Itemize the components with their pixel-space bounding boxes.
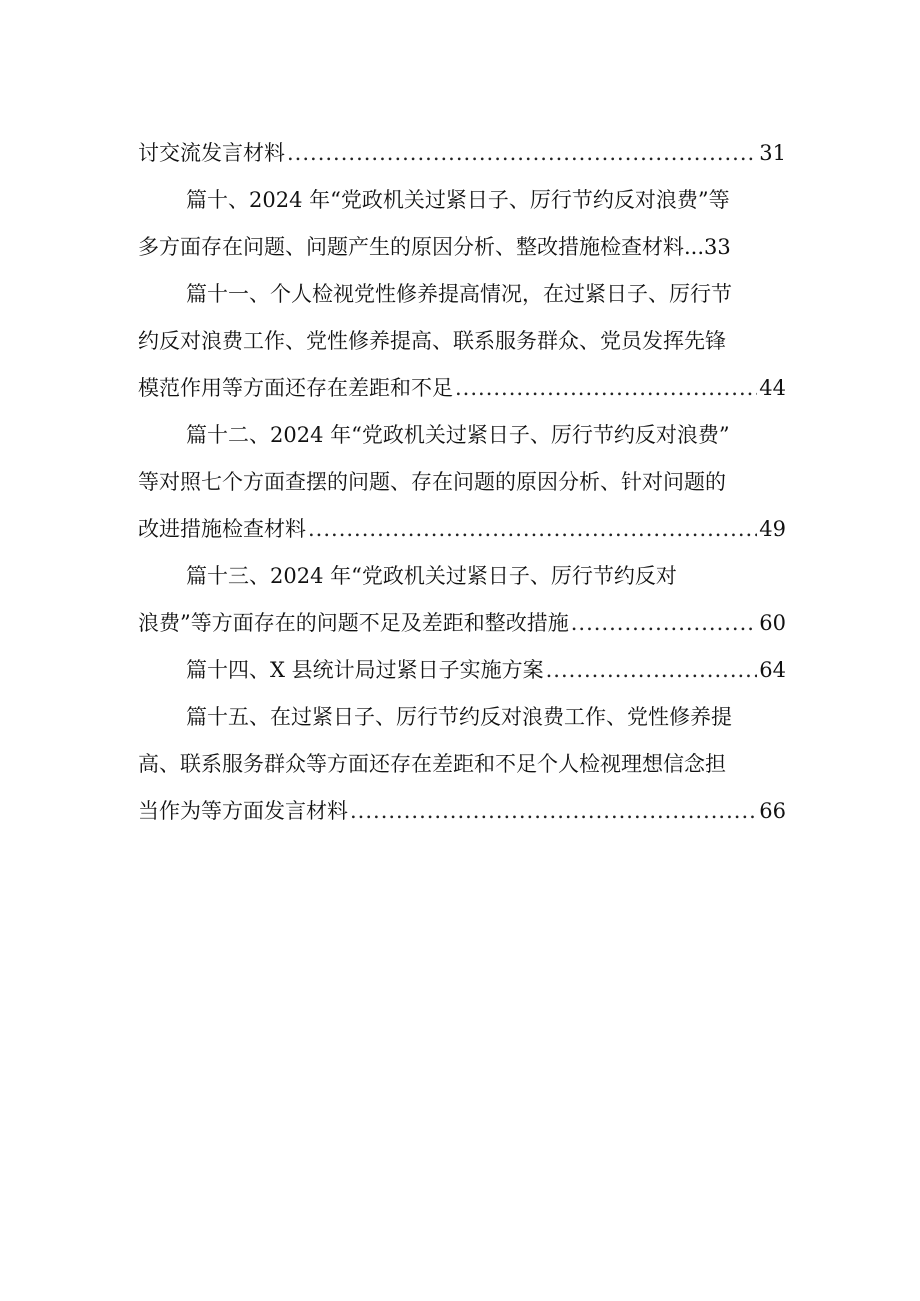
toc-page-number: 64 bbox=[759, 658, 786, 682]
toc-page-number: 31 bbox=[759, 141, 786, 165]
toc-leader-dots: ... bbox=[684, 235, 705, 259]
toc-entry-text: 讨交流发言材料 bbox=[138, 141, 285, 165]
toc-entry-text: 篇十五、在过紧日子、厉行节约反对浪费工作、党性修养提 bbox=[186, 705, 732, 729]
toc-entry[interactable] bbox=[138, 553, 786, 647]
toc-page-number: 44 bbox=[759, 376, 786, 400]
toc-leader-dots bbox=[308, 506, 757, 553]
toc-entry-text: 浪费”等方面存在的问题不足及差距和整改措施 bbox=[138, 611, 569, 635]
toc-page-number: 33 bbox=[704, 235, 731, 259]
toc-page-number: 66 bbox=[759, 799, 786, 823]
toc-entry-text: 篇十、2024 年“党政机关过紧日子、厉行节约反对浪费”等 bbox=[186, 188, 730, 212]
toc-entry[interactable] bbox=[138, 177, 786, 271]
toc-entry-last-line bbox=[138, 130, 786, 177]
toc-entry-text: 模范作用等方面还存在差距和不足 bbox=[138, 376, 453, 400]
toc-entry[interactable] bbox=[138, 271, 786, 412]
toc-entry-text: 当作为等方面发言材料 bbox=[138, 799, 348, 823]
toc-entry-last-line bbox=[138, 647, 786, 694]
toc-entry-last-line bbox=[138, 365, 786, 412]
toc-entry[interactable] bbox=[138, 647, 786, 694]
toc-entry-last-line bbox=[138, 600, 786, 647]
toc-entry-last-line bbox=[138, 788, 786, 835]
toc-entry-text: 高、联系服务群众等方面还存在差距和不足个人检视理想信念担 bbox=[138, 752, 726, 776]
toc-leader-dots bbox=[571, 600, 758, 647]
toc-leader-dots bbox=[287, 130, 757, 177]
toc-entry-text: 等对照七个方面查摆的问题、存在问题的原因分析、针对问题的 bbox=[138, 470, 726, 494]
toc-entry-text: 篇十三、2024 年“党政机关过紧日子、厉行节约反对 bbox=[186, 564, 677, 588]
toc-entry-text: 多方面存在问题、问题产生的原因分析、整改措施检查材料 bbox=[138, 235, 684, 259]
table-of-contents bbox=[138, 130, 786, 835]
toc-entry-text: 改进措施检查材料 bbox=[138, 517, 306, 541]
toc-leader-dots bbox=[546, 647, 758, 694]
toc-leader-dots bbox=[455, 365, 757, 412]
toc-entry[interactable] bbox=[138, 694, 786, 835]
toc-entry-text: 篇十一、个人检视党性修养提高情况，在过紧日子、厉行节 bbox=[186, 282, 732, 306]
toc-entry[interactable] bbox=[138, 412, 786, 553]
toc-entry-last-line bbox=[138, 224, 786, 271]
toc-entry-text: 篇十二、2024 年“党政机关过紧日子、厉行节约反对浪费” bbox=[186, 423, 730, 447]
toc-entry[interactable] bbox=[138, 130, 786, 177]
toc-entry-text: 约反对浪费工作、党性修养提高、联系服务群众、党员发挥先锋 bbox=[138, 329, 726, 353]
toc-page-number: 49 bbox=[759, 517, 786, 541]
toc-page-number: 60 bbox=[759, 611, 786, 635]
toc-entry-last-line bbox=[138, 506, 786, 553]
toc-leader-dots bbox=[350, 788, 757, 835]
toc-entry-text: 篇十四、X 县统计局过紧日子实施方案 bbox=[186, 658, 544, 682]
